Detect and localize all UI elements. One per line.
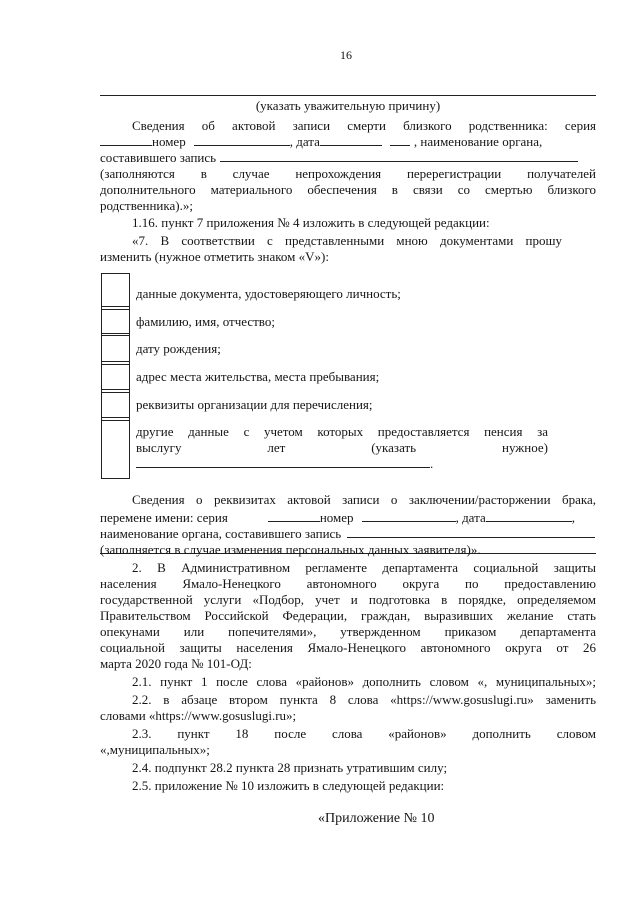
series-blank[interactable] (100, 134, 152, 146)
marriage-number-blank[interactable] (362, 510, 456, 522)
marriage-record-line-2: перемене имени: серия номер , дата , (100, 510, 575, 525)
compiled-label: составившего запись (100, 150, 217, 165)
death-fill-note-3: родственника).»; (100, 198, 193, 213)
marriage-number-label: номер (319, 510, 354, 525)
appendix-heading: «Приложение № 10 (318, 811, 435, 826)
marriage-record-line-3 (100, 526, 596, 542)
checklist-item-birthdate: дату рождения; (136, 341, 221, 356)
checkbox-other-data[interactable] (101, 417, 130, 479)
item-2-1: 2.1. пункт 1 после слова «районов» дополнить словом «, муниципальных»; (132, 674, 596, 689)
item-2-3-line-1: 2.3. пункт 18 после слова «районов» дополнить словом (132, 726, 596, 741)
checklist-item-other-line-2: выслугу лет (указать нужное) (136, 440, 548, 455)
checklist-item-bank-details: реквизиты организации для перечисления; (136, 397, 373, 412)
marriage-date-blank[interactable] (486, 510, 572, 522)
marriage-organ-label: наименование органа, составившего запись (100, 526, 342, 541)
organ-blank[interactable] (220, 150, 578, 162)
death-record-line-3 (100, 150, 596, 166)
section-2-line-6: социальной защиты населения Ямало-Ненецкого автономного округа от 26 (100, 640, 596, 655)
item-1-16: 1.16. пункт 7 приложения № 4 изложить в следующей редакции: (132, 215, 490, 230)
item-2-3-line-2: «,муниципальных»; (100, 742, 210, 757)
item-2-4: 2.4. подпункт 28.2 пункта 28 признать утратившим силу; (132, 760, 448, 775)
date-blank[interactable] (320, 134, 382, 146)
checklist-item-address: адрес места жительства, места пребывания; (136, 369, 380, 384)
marriage-record-line-1: Сведения о реквизитах актовой записи о заключении/расторжении брака, (132, 492, 596, 507)
section-2-line-5: опекунами или попечителями», утвержденном приказом департамента (100, 624, 596, 639)
number-blank[interactable] (194, 134, 290, 146)
series-label: перемене имени: серия (100, 510, 228, 525)
checkbox-document[interactable] (101, 273, 130, 310)
checklist-item-other-line-1: другие данные с учетом которых предоставляется пенсия за (136, 424, 548, 439)
section-2-line-4: Правительством Российской Федерации, граждан, выразивших желание стать (100, 608, 596, 623)
marriage-series-blank[interactable] (268, 510, 320, 522)
other-data-blank[interactable] (136, 456, 430, 468)
death-fill-note-2: дополнительного материального обеспечения в связи со смертью близкого (100, 182, 596, 197)
section-2-line-1: 2. В Административном регламенте департамента социальной защиты (132, 560, 596, 575)
item-2-2-line-1: 2.2. в абзаце втором пункта 8 слова «https://www.gosuslugi.ru» заменить (132, 692, 596, 707)
marriage-note: (заполняется в случае изменения персональных данных заявителя)». (100, 542, 481, 557)
checkbox-name[interactable] (101, 306, 130, 336)
top-fill-line (100, 95, 596, 96)
request-line-2: изменить (нужное отметить знаком «V»): (100, 249, 329, 264)
date-label: , дата (289, 134, 320, 149)
checklist-item-document: данные документа, удостоверяющего личность; (136, 286, 401, 301)
number-label: номер (152, 134, 186, 149)
page-number: 16 (340, 48, 352, 62)
marriage-date-label: , дата (455, 510, 486, 525)
item-2-5: 2.5. приложение № 10 изложить в следующей редакции: (132, 778, 445, 793)
top-note: (указать уважительную причину) (255, 98, 441, 113)
section-2-line-7: марта 2020 года № 101-ОД: (100, 656, 252, 671)
other-data-end: . (430, 456, 434, 471)
section-2-line-2: населения Ямало-Ненецкого автономного округа по предоставлению (100, 576, 596, 591)
death-record-line-1: Сведения об актовой записи смерти близкого родственника: серия (132, 118, 596, 133)
checklist-item-other-line-3 (136, 456, 433, 472)
section-2-line-3: государственной услуги «Подбор, учет и подготовка в порядке, определяемом (100, 592, 596, 607)
organ-label: , наименование органа, (413, 134, 543, 149)
checklist-item-name: фамилию, имя, отчество; (136, 314, 275, 329)
marriage-organ-blank[interactable] (347, 526, 595, 538)
death-record-line-2 (100, 134, 596, 150)
request-line-1: «7. В соответствии с представленными мною документами прошу (132, 233, 562, 248)
date-blank-2[interactable] (390, 134, 410, 146)
death-fill-note-1: (заполняются в случае непрохождения перерегистрации получателей (100, 166, 596, 181)
item-2-2-line-2: словами «https://www.gosuslugi.ru»; (100, 708, 297, 723)
